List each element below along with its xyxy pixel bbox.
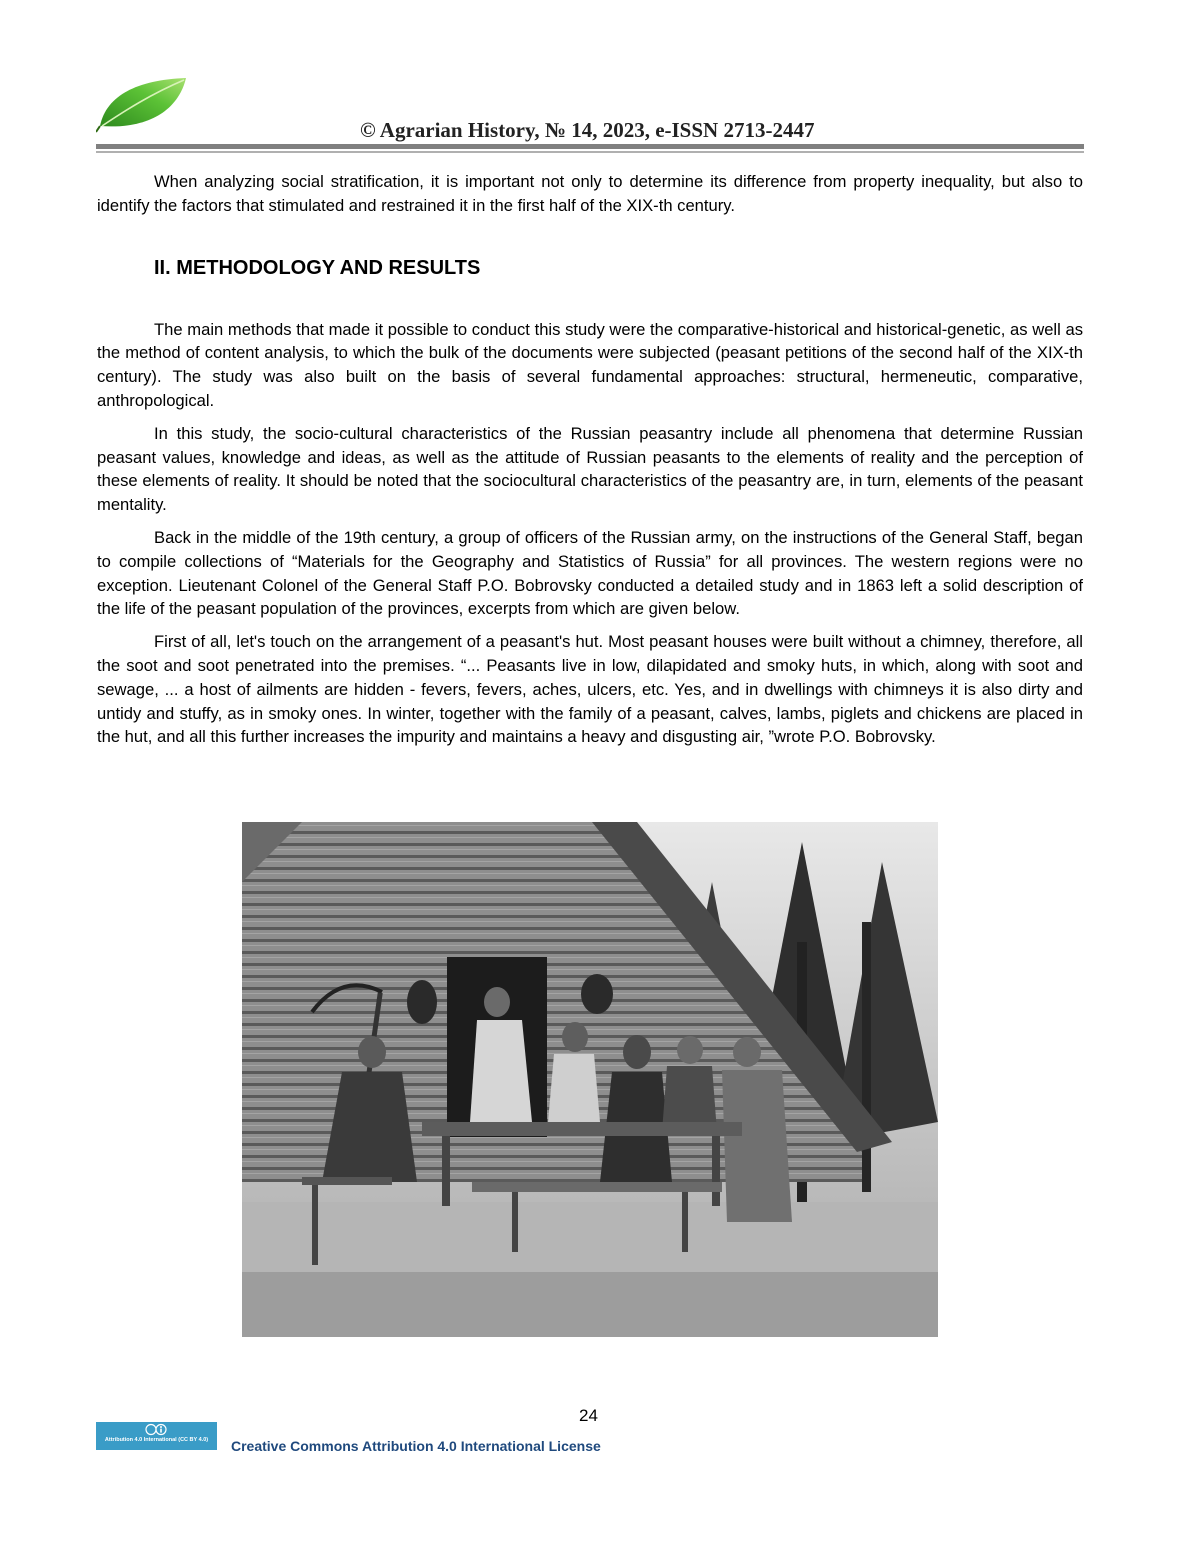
header-rule-thin <box>96 151 1084 153</box>
header-rule <box>96 144 1084 149</box>
journal-header: © Agrarian History, № 14, 2023, e-ISSN 2713-2447 <box>360 118 815 142</box>
peasant-hut-photo <box>242 822 938 1337</box>
cc-license-badge[interactable] <box>96 1422 217 1450</box>
paragraph-characteristics: In this study, the socio-cultural characteristics of the Russian peasantry include all phenomena that determine Russian peasant values, knowledge and ideas, as well as the attitude of Russian peasants to the elements of reality and the perception of these elements of reality. It should be noted that the sociocultural characteristics of the peasantry are, in turn, elements of the peasant mentality. <box>97 423 1083 515</box>
article-body <box>97 170 1083 758</box>
section-heading: II. METHODOLOGY AND RESULTS <box>154 256 481 279</box>
intro-paragraph: When analyzing social stratification, it is important not only to determine its difference from property inequality, but also to identify the factors that stimulated and restrained it in the first half of the XIX-th century. <box>97 172 1083 215</box>
paragraph-hut: First of all, let's touch on the arrangement of a peasant's hut. Most peasant houses were built without a chimney, therefore, all the soot and soot penetrated into the premises. “... Peasants live in low, dilapidated and smoky huts, in which, along with soot and sewage, ... a host of ailments are hidden - fevers, fevers, aches, ulcers, etc. Yes, and in dwellings with chimneys it is also dirty and untidy and stuffy, as in smoky ones. In winter, together with the family of a peasant, calves, lambs, piglets and chickens are placed in the hut, and all this further increases the impurity and maintains a heavy and disgusting air, ”wrote P.O. Bobrovsky. <box>97 632 1083 747</box>
paragraph-methods: The main methods that made it possible to conduct this study were the comparative-historical and historical-genetic, as well as the method of content analysis, to which the bulk of the documents were subjected (peasant petitions of the second half of the XIX-th century). The study was also built on the basis of several fundamental approaches: structural, hermeneutic, comparative, anthropological. <box>97 319 1083 410</box>
green-leaf-icon <box>96 74 188 134</box>
page-number: 24 <box>579 1406 598 1425</box>
cc-badge-caption: Attribution 4.0 International (CC BY 4.0) <box>104 1437 209 1443</box>
creative-commons-icon <box>145 1423 167 1436</box>
license-link[interactable]: Creative Commons Attribution 4.0 International License <box>231 1438 601 1454</box>
paragraph-bobrovsky: Back in the middle of the 19th century, a group of officers of the Russian army, on the instructions of the General Staff, began to compile collections of “Materials for the Geography and Statistics of Russia” for all provinces. The western regions were no exception. Lieutenant Colonel of the General Staff P.O. Bobrovsky conducted a detailed study and in 1863 left a solid description of the life of the peasant population of the provinces, excerpts from which are given below. <box>97 527 1083 619</box>
